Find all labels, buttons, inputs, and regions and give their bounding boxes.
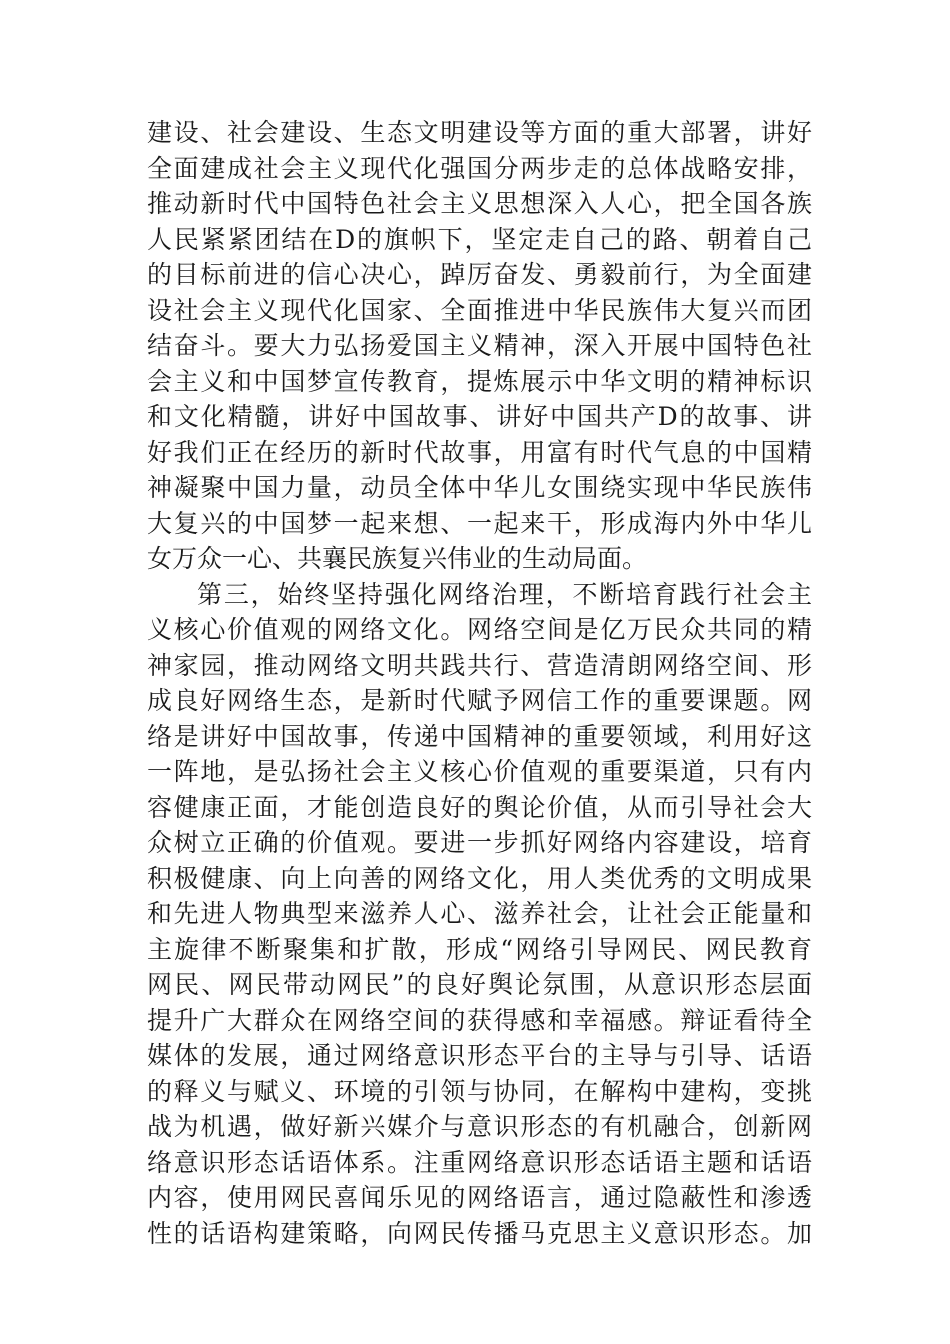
text-line: 战为机遇，做好新兴媒介与意识形态的有机融合，创新网 [147,1112,812,1141]
text-line: 容健康正面，才能创造良好的舆论价值，从而引导社会大 [147,792,812,822]
text-line: 和先进人物典型来滋养人心、滋养社会，让社会正能量和 [147,899,812,928]
text-line: 媒体的发展，通过网络意识形态平台的主导与引导、话语 [147,1041,812,1070]
text-line: 和文化精髓，讲好中国故事、讲好中国共产D的故事、讲 [147,402,812,431]
text-line: 的释义与赋义、环境的引领与协同，在解构中建构，变挑 [147,1076,812,1106]
text-line: 一阵地，是弘扬社会主义核心价值观的重要渠道，只有内 [147,757,812,786]
text-line: 好我们正在经历的新时代故事，用富有时代气息的中国精 [147,437,812,467]
text-line: 义核心价值观的网络文化。网络空间是亿万民众共同的精 [147,615,812,644]
text-line: 设社会主义现代化国家、全面推进中华民族伟大复兴而团 [147,295,812,325]
text-line: 推动新时代中国特色社会主义思想深入人心，把全国各族 [147,189,812,218]
text-line: 积极健康、向上向善的网络文化，用人类优秀的文明成果 [147,863,812,893]
text-line: 的目标前进的信心决心，踔厉奋发、勇毅前行，为全面建 [147,260,812,289]
text-line: 全面建成社会主义现代化强国分两步走的总体战略安排， [147,153,812,183]
text-line: 提升广大群众在网络空间的获得感和幸福感。辩证看待全 [147,1005,812,1035]
text-line: 人民紧紧团结在D的旗帜下，坚定走自己的路、朝着自己 [147,224,812,254]
text-line: 大复兴的中国梦一起来想、一起来干，形成海内外中华儿 [147,508,812,538]
text-line: 网民、网民带动网民”的良好舆论氛围，从意识形态层面 [147,970,812,999]
text-line: 主旋律不断聚集和扩散，形成“网络引导网民、网民教育 [147,934,812,964]
text-line: 结奋斗。要大力弘扬爱国主义精神，深入开展中国特色社 [147,331,812,360]
text-line: 神凝聚中国力量，动员全体中华儿女围绕实现中华民族伟 [147,473,812,502]
text-line: 内容，使用网民喜闻乐见的网络语言，通过隐蔽性和渗透 [147,1183,812,1212]
text-line: 众树立正确的价值观。要进一步抓好网络内容建设，培育 [147,828,812,857]
text-line: 络是讲好中国故事，传递中国精神的重要领域，利用好这 [147,721,812,751]
text-line: 会主义和中国梦宣传教育，提炼展示中华文明的精神标识 [147,366,812,396]
text-line: 成良好网络生态，是新时代赋予网信工作的重要课题。网 [147,686,812,715]
text-line: 神家园，推动网络文明共践共行、营造清朗网络空间、形 [147,650,812,680]
document-body [147,115,812,1251]
text-line: 络意识形态话语体系。注重网络意识形态话语主题和话语 [147,1147,812,1177]
paragraph-end-line: 女万众一心、共襄民族复兴伟业的生动局面。 [147,544,648,573]
text-line: 性的话语构建策略，向网民传播马克思主义意识形态。加 [147,1218,812,1248]
paragraph-first-line: 第三，始终坚持强化网络治理，不断培育践行社会主 [197,579,812,609]
text-line: 建设、社会建设、生态文明建设等方面的重大部署，讲好 [147,118,812,147]
